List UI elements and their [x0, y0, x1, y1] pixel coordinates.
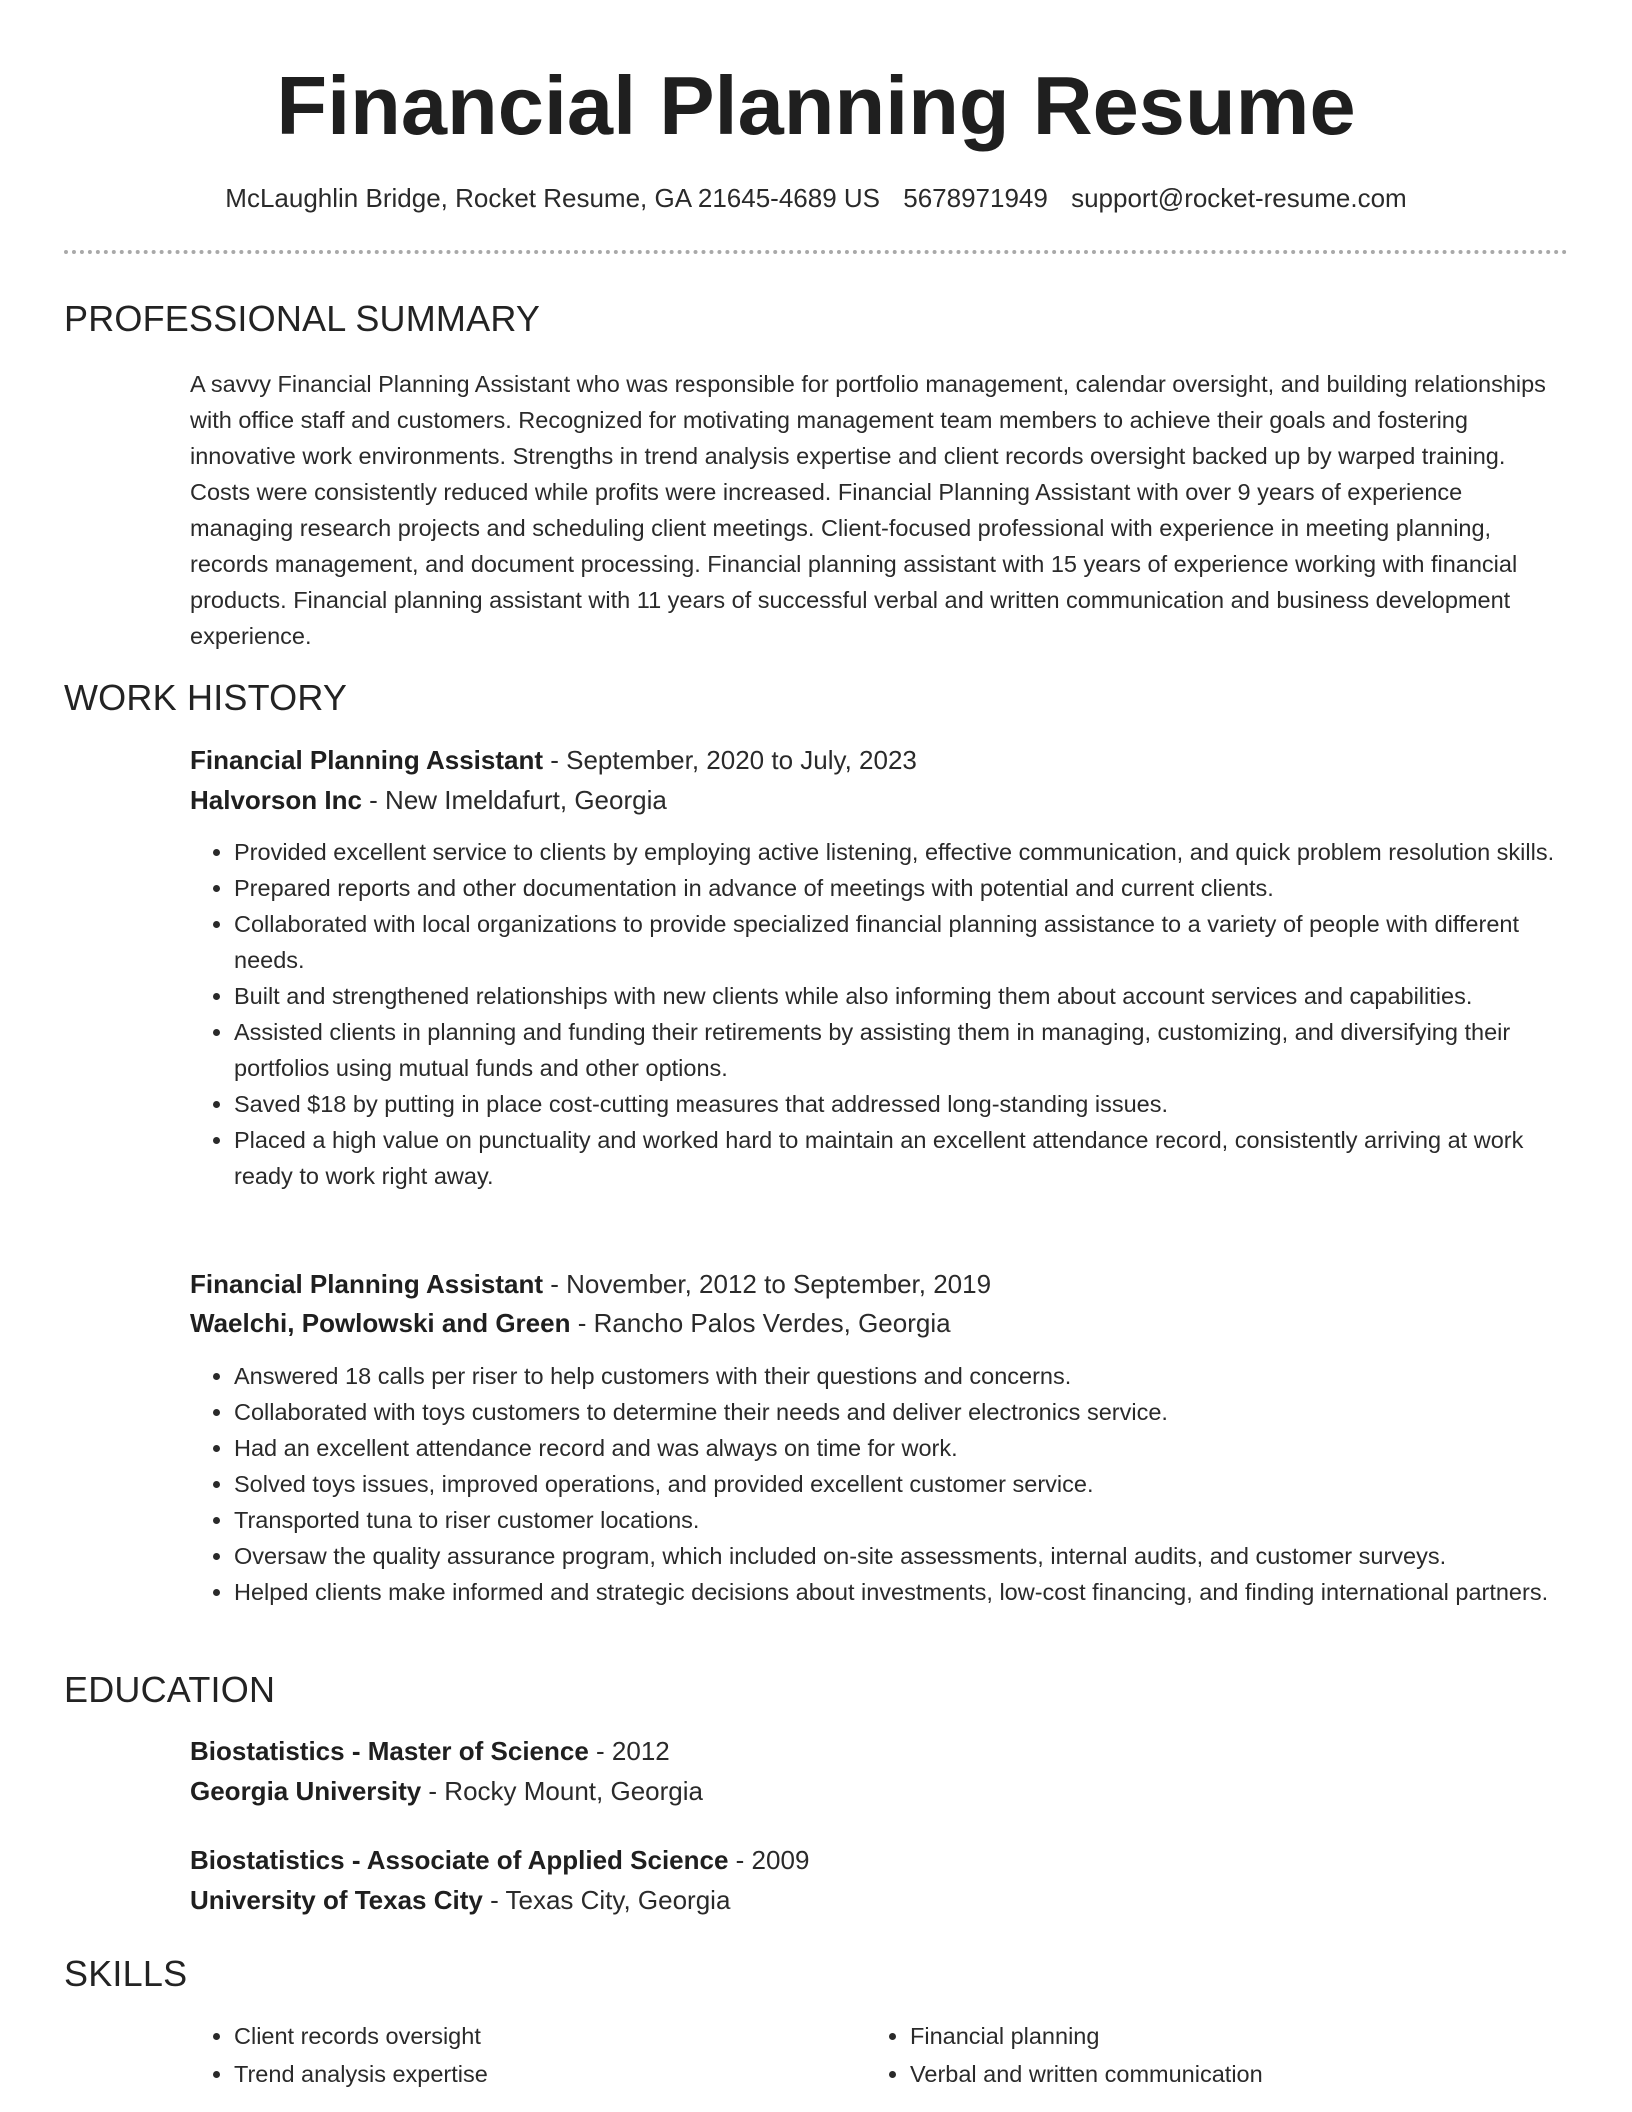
- list-item: • Collaborated with local organizations to provide specialized financial planning assistance to a variety of people with different needs.: [234, 906, 1568, 978]
- contact-address: McLaughlin Bridge, Rocket Resume, GA 21645-4689 US: [225, 183, 880, 213]
- header-divider: [64, 250, 1568, 254]
- skills-list-left: [190, 2017, 840, 2093]
- section-heading-summary: PROFESSIONAL SUMMARY: [64, 298, 541, 339]
- education-degree: Biostatistics - Associate of Applied Science: [190, 1845, 729, 1875]
- summary-text: A savvy Financial Planning Assistant who was responsible for portfolio management, calendar oversight, and building relationships with office staff and customers. Recognized for motivating management team members to achieve their goals and fostering innovative work environments. Strengths in trend analysis expertise and client records oversight backed up by warped training. Costs were consistently reduced while profits were increased. Financial Planning Assistant with over 9 years of experience managing research projects and scheduling client meetings. Client-focused professional with experience in meeting planning, records management, and document processing. Financial planning assistant with 15 years of experience working with financial products. Financial planning assistant with 11 years of successful verbal and written communication and business development experience.: [190, 371, 1546, 649]
- job-company: Waelchi, Powlowski and Green: [190, 1308, 571, 1338]
- list-item: • Collaborated with toys customers to determine their needs and deliver electronics service.: [234, 1394, 1568, 1430]
- education-school: Georgia University: [190, 1776, 422, 1806]
- job-bullets: [190, 1358, 1568, 1610]
- list-item: • Prepared reports and other documentation in advance of meetings with potential and current clients.: [234, 870, 1568, 906]
- job-dates: - November, 2012 to September, 2019: [543, 1269, 992, 1299]
- job-dates: - September, 2020 to July, 2023: [543, 745, 917, 775]
- job-location: - New Imeldafurt, Georgia: [361, 785, 667, 815]
- job-company-line: [190, 1303, 1568, 1343]
- list-item: • Had an excellent attendance record and was always on time for work.: [234, 1430, 1568, 1466]
- job-title: Financial Planning Assistant: [190, 745, 543, 775]
- job-location: - Rancho Palos Verdes, Georgia: [570, 1308, 951, 1338]
- list-item: • Assisted clients in planning and funding their retirements by assisting them in managing, customizing, and diversifying their portfolios using mutual funds and other options.: [234, 1014, 1568, 1086]
- skill-item: • Financial planning: [910, 2017, 1516, 2055]
- list-item: • Placed a high value on punctuality and worked hard to maintain an excellent attendance record, consistently arriving at work ready to work right away.: [234, 1122, 1568, 1194]
- education-year: - 2012: [588, 1736, 670, 1766]
- skill-item: • Verbal and written communication: [910, 2055, 1516, 2093]
- education-location: - Texas City, Georgia: [482, 1885, 731, 1915]
- skills-list-right: [866, 2017, 1516, 2093]
- section-heading-skills: SKILLS: [64, 1953, 188, 1994]
- section-heading-education: EDUCATION: [64, 1669, 276, 1710]
- contact-line: [64, 180, 1568, 216]
- education-school-line: [190, 1880, 1568, 1920]
- resume-title: Financial Planning Resume: [276, 59, 1356, 152]
- job-company-line: [190, 780, 1568, 820]
- skill-item: • Client records oversight: [234, 2017, 840, 2055]
- section-heading-work-history: WORK HISTORY: [64, 677, 348, 718]
- job-bullets: [190, 834, 1568, 1194]
- list-item: • Answered 18 calls per riser to help customers with their questions and concerns.: [234, 1358, 1568, 1394]
- education-school-line: [190, 1771, 1568, 1811]
- education-school: University of Texas City: [190, 1885, 483, 1915]
- education-degree-line: [190, 1731, 1568, 1771]
- list-item: • Oversaw the quality assurance program, which included on-site assessments, internal audits, and customer surveys.: [234, 1538, 1568, 1574]
- list-item: • Solved toys issues, improved operations, and provided excellent customer service.: [234, 1466, 1568, 1502]
- list-item: • Transported tuna to riser customer locations.: [234, 1502, 1568, 1538]
- education-year: - 2009: [728, 1845, 810, 1875]
- job-title: Financial Planning Assistant: [190, 1269, 543, 1299]
- education-degree: Biostatistics - Master of Science: [190, 1736, 589, 1766]
- education-degree-line: [190, 1840, 1568, 1880]
- list-item: • Built and strengthened relationships with new clients while also informing them about account services and capabilities.: [234, 978, 1568, 1014]
- job-company: Halvorson Inc: [190, 785, 362, 815]
- education-location: - Rocky Mount, Georgia: [421, 1776, 703, 1806]
- skill-item: • Trend analysis expertise: [234, 2055, 840, 2093]
- list-item: • Helped clients make informed and strategic decisions about investments, low-cost financing, and finding international partners.: [234, 1574, 1568, 1610]
- contact-phone: 5678971949: [903, 183, 1048, 213]
- job-title-line: [190, 740, 1568, 780]
- list-item: • Saved $18 by putting in place cost-cutting measures that addressed long-standing issues.: [234, 1086, 1568, 1122]
- contact-email: support@rocket-resume.com: [1071, 183, 1407, 213]
- job-title-line: [190, 1264, 1568, 1304]
- list-item: • Provided excellent service to clients by employing active listening, effective communication, and quick problem resolution skills.: [234, 834, 1568, 870]
